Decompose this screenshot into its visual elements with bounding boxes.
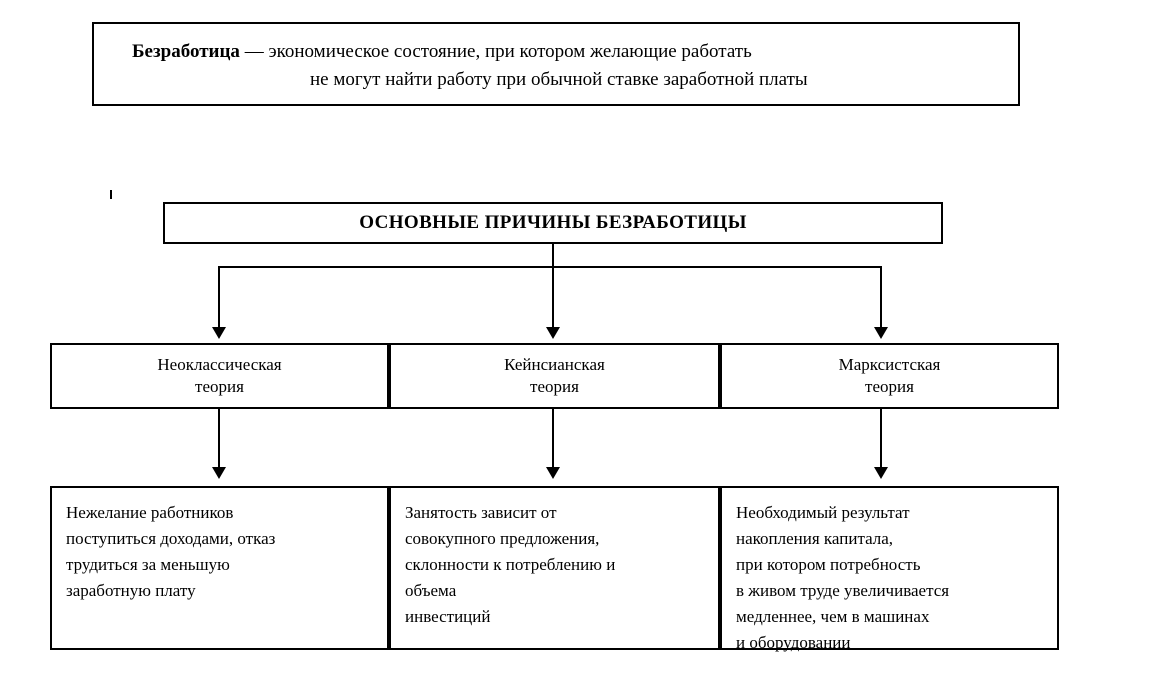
theory-1-line-1: Кейнсианская <box>504 355 605 374</box>
detail-1-line-1: совокупного предложения, <box>405 529 600 548</box>
stray-tick-mark <box>110 190 112 199</box>
connector-theory-1-arrowhead <box>546 327 560 339</box>
detail-2-line-0: Необходимый результат <box>736 503 910 522</box>
connector-theory-1-line <box>552 266 554 327</box>
theory-box-neoclassical-text <box>157 354 281 398</box>
detail-1-line-3: объема <box>405 581 457 600</box>
detail-0-line-3: заработную плату <box>66 581 196 600</box>
main-title-box <box>163 202 943 244</box>
connector-theory-0-arrowhead <box>212 327 226 339</box>
theory-box-keynesian-text <box>504 354 605 398</box>
detail-box-neoclassical <box>50 486 389 650</box>
theory-2-line-1: Марксистская <box>838 355 941 374</box>
theory-box-marxist <box>720 343 1059 409</box>
definition-term: Безработица <box>132 41 240 62</box>
theory-box-marxist-text <box>839 354 941 398</box>
connector-detail-2-arrowhead <box>874 467 888 479</box>
detail-1-line-4: инвестиций <box>405 607 491 626</box>
definition-line-1 <box>132 38 1000 66</box>
main-title-text: ОСНОВНЫЕ ПРИЧИНЫ БЕЗРАБОТИЦЫ <box>359 212 747 233</box>
connector-theory-0-line <box>218 266 220 327</box>
connector-title-stem <box>552 244 554 266</box>
detail-2-line-4: медленнее, чем в машинах <box>736 607 930 626</box>
detail-2-line-1: накопления капитала, <box>736 529 894 548</box>
theory-1-line-2: теория <box>530 377 579 396</box>
connector-detail-1-arrowhead <box>546 467 560 479</box>
definition-line-1-rest: — экономическое состояние, при котором желающие работать <box>239 41 752 62</box>
theory-2-line-2: теория <box>865 377 914 396</box>
connector-detail-0-line <box>218 409 220 467</box>
detail-box-marxist-text <box>736 500 1047 656</box>
detail-1-line-0: Занятость зависит от <box>405 503 557 522</box>
connector-detail-1-line <box>552 409 554 467</box>
connector-detail-2-line <box>880 409 882 467</box>
connector-theory-2-arrowhead <box>874 327 888 339</box>
theory-box-keynesian <box>389 343 720 409</box>
detail-box-keynesian-text <box>405 500 708 630</box>
detail-0-line-2: трудиться за меньшую <box>66 555 230 574</box>
theory-0-line-1: Неоклассическая <box>157 355 282 374</box>
detail-0-line-1: поступиться доходами, отказ <box>66 529 276 548</box>
detail-box-marxist <box>720 486 1059 650</box>
detail-2-line-3: в живом труде увеличивается <box>736 581 950 600</box>
connector-detail-0-arrowhead <box>212 467 226 479</box>
definition-line-2: не могут найти работу при обычной ставке заработной платы <box>310 69 808 90</box>
definition-box <box>92 22 1020 106</box>
detail-1-line-2: склонности к потреблению и <box>405 555 616 574</box>
theory-box-neoclassical <box>50 343 389 409</box>
theory-0-line-2: теория <box>195 377 244 396</box>
detail-box-neoclassical-text <box>66 500 377 604</box>
detail-box-keynesian <box>389 486 720 650</box>
connector-theory-2-line <box>880 266 882 327</box>
detail-2-line-5: и оборудовании <box>736 633 851 652</box>
detail-0-line-0: Нежелание работников <box>66 503 234 522</box>
connector-title-bar <box>218 266 880 268</box>
detail-2-line-2: при котором потребность <box>736 555 921 574</box>
